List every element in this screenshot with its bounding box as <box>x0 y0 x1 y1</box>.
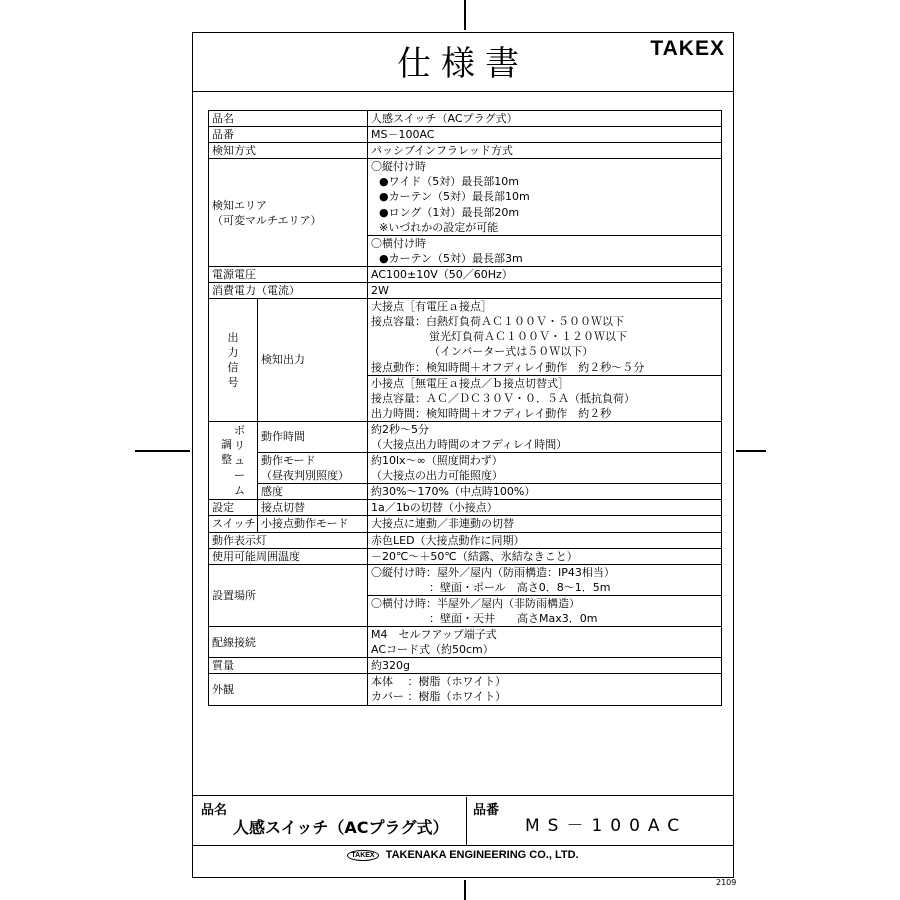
vertical-char: ュ <box>234 454 245 468</box>
area-line: ●ワイド（5対）最長部10m <box>379 175 519 189</box>
row-value: 大接点に連動／非連動の切替 <box>368 516 722 532</box>
table-row <box>209 143 722 159</box>
row-label <box>258 453 368 484</box>
vertical-char: ボ <box>234 423 245 437</box>
table-row <box>209 658 722 674</box>
vertical-char: 信 <box>227 361 239 374</box>
table-row <box>209 453 722 484</box>
row-label: 接点切替 <box>258 500 368 516</box>
row-value: パッシブインフラレッド方式 <box>368 143 722 159</box>
company-logo-mark: TAKEX <box>347 850 378 861</box>
row-label: 消費電力（電流） <box>209 283 368 299</box>
volume-group-text-b <box>221 423 232 498</box>
table-row <box>209 127 722 143</box>
area-label-line: （可変マルチエリア） <box>212 213 322 227</box>
wiring-line: ACコード式（約50cm） <box>371 643 494 657</box>
row-value <box>368 375 722 421</box>
row-label: 品名 <box>209 111 368 127</box>
row-value: MS－100AC <box>368 127 722 143</box>
volume-line: （大接点の出力可能照度） <box>371 469 503 483</box>
footer-column-divider <box>466 797 467 845</box>
row-value: 約30%～170%（中点時100%） <box>368 484 722 500</box>
crop-mark-left <box>135 450 190 452</box>
area-label-line: 検知エリア <box>212 198 267 212</box>
vertical-char: 出 <box>227 330 239 344</box>
spec-table <box>208 110 722 706</box>
output-line: 大接点［有電圧ａ接点］ <box>371 300 492 314</box>
company-line <box>193 849 733 861</box>
footer-divider-top <box>193 795 733 796</box>
spec-sheet-frame <box>192 32 734 878</box>
row-label: 動作時間 <box>258 421 368 452</box>
vertical-char: ー <box>234 469 245 483</box>
volume-line: 約2秒～5分 <box>371 422 429 436</box>
area-line: ●カーテン（5対）最長部3m <box>379 251 523 265</box>
vertical-char: 力 <box>227 345 239 359</box>
output-sub-label: 検知出力 <box>258 299 368 422</box>
vertical-char: 整 <box>221 452 232 466</box>
volume-group-text-a <box>234 423 245 498</box>
place-line: ：壁面・ポール 高さ0．8～1．5m <box>429 580 611 594</box>
row-label: 質量 <box>209 658 368 674</box>
page-code: 2109 <box>716 878 737 887</box>
table-row <box>209 532 722 548</box>
row-value <box>368 159 722 235</box>
table-row <box>209 159 722 235</box>
footer-divider-bottom <box>193 845 733 846</box>
area-line: 〇縦付け時 <box>371 160 426 174</box>
row-value <box>368 595 722 626</box>
look-line: 本体 ：樹脂（ホワイト） <box>371 675 507 689</box>
table-row <box>209 500 722 516</box>
row-value: 人感スイッチ（ACプラグ式） <box>368 111 722 127</box>
table-row <box>209 299 722 375</box>
output-line: 接点容量：白熱灯負荷ＡＣ１００Ｖ・５００Ｗ以下 <box>371 315 624 329</box>
output-line: 出力時間：検知時間＋オフディレイ動作 約２秒 <box>371 406 612 420</box>
row-value <box>368 453 722 484</box>
output-line: 蛍光灯負荷ＡＣ１００Ｖ・１２０Ｗ以下 <box>429 330 627 344</box>
row-label: 設置場所 <box>209 564 368 626</box>
vertical-char: 号 <box>227 376 239 390</box>
table-row <box>209 283 722 299</box>
page-title: 仕様書 <box>397 44 529 84</box>
area-line: ●カーテン（5対）最長部10m <box>379 190 530 204</box>
row-value: 1a／1bの切替（小接点） <box>368 500 722 516</box>
brand-logo: TAKEX <box>650 37 725 60</box>
table-row <box>209 484 722 500</box>
mode-label-line: 動作モード <box>261 454 316 468</box>
output-line: 接点動作：検知時間＋オフディレイ動作 約２秒～５分 <box>371 360 645 374</box>
place-line: ：壁面・天井 高さMax3．0m <box>429 612 598 625</box>
table-row <box>209 516 722 532</box>
volume-line: （大接点出力時間のオフディレイ時間） <box>371 437 568 451</box>
crop-mark-bottom <box>464 880 466 900</box>
company-name: TAKENAKA ENGINEERING CO., LTD. <box>385 849 579 861</box>
row-label: 品番 <box>209 127 368 143</box>
footer-name-label: 品名 <box>201 803 228 818</box>
row-value <box>368 674 722 705</box>
table-row <box>209 674 722 705</box>
setting-group-label: 設定 <box>209 500 258 516</box>
volume-line: 約10lx～∞（照度問わず） <box>371 454 503 468</box>
output-line: （インバーター式は５０Ｗ以下） <box>429 345 594 359</box>
table-row <box>209 627 722 658</box>
row-value: －20℃～＋50℃（結露、氷結なきこと） <box>368 548 722 564</box>
vertical-char: 調 <box>221 437 232 451</box>
area-line: 〇横付け時 <box>371 236 426 250</box>
row-value <box>368 235 722 266</box>
volume-group-label <box>209 421 258 499</box>
row-value: AC100±10V（50／60Hz） <box>368 266 722 282</box>
output-line: 小接点［無電圧ａ接点／ｂ接点切替式］ <box>371 376 569 390</box>
row-label: 電源電圧 <box>209 266 368 282</box>
row-value <box>368 627 722 658</box>
table-row <box>209 266 722 282</box>
output-group-label <box>209 299 258 422</box>
header-divider <box>193 91 733 92</box>
area-line: ●ロング（1対）最長部20m <box>379 205 520 219</box>
row-value <box>368 299 722 375</box>
row-value: 約320g <box>368 658 722 674</box>
vertical-char: ム <box>234 484 245 498</box>
place-line: 〇横付け時：半屋外／屋内（非防雨構造） <box>371 596 580 610</box>
look-line: カバー ：樹脂（ホワイト） <box>371 690 507 704</box>
footer-number-label: 品番 <box>473 803 500 818</box>
row-label: 小接点動作モード <box>258 516 368 532</box>
mode-label-line: （昼夜判別照度） <box>261 469 349 483</box>
row-value: 赤色LED（大接点動作に同期） <box>368 532 722 548</box>
table-row <box>209 421 722 452</box>
row-label <box>209 159 368 267</box>
setting-group-label: スイッチ <box>209 516 258 532</box>
crop-mark-top <box>464 0 466 30</box>
table-row <box>209 548 722 564</box>
footer-product-row <box>193 797 733 845</box>
footer-number-value: MS－100AC <box>525 816 688 836</box>
vertical-char: リ <box>234 438 245 452</box>
table-row <box>209 564 722 595</box>
area-line: ※いづれかの設定が可能 <box>379 220 499 234</box>
row-label: 感度 <box>258 484 368 500</box>
footer-name-value: 人感スイッチ（ACプラグ式） <box>233 818 449 837</box>
row-label: 使用可能周囲温度 <box>209 548 368 564</box>
row-value <box>368 421 722 452</box>
crop-mark-right <box>736 450 766 452</box>
row-value: 2W <box>368 283 722 299</box>
output-line: 接点容量：ＡＣ／ＤＣ３０Ｖ・０．５Ａ（抵抗負荷） <box>371 391 635 405</box>
place-line: 〇縦付け時：屋外／屋内（防雨構造：IP43相当） <box>371 565 615 579</box>
row-label: 配線接続 <box>209 627 368 658</box>
row-label: 外観 <box>209 674 368 705</box>
row-label: 検知方式 <box>209 143 368 159</box>
wiring-line: M4 セルフアップ端子式 <box>371 628 497 642</box>
output-group-text <box>212 330 254 390</box>
row-value <box>368 564 722 595</box>
row-label: 動作表示灯 <box>209 532 368 548</box>
table-row <box>209 111 722 127</box>
